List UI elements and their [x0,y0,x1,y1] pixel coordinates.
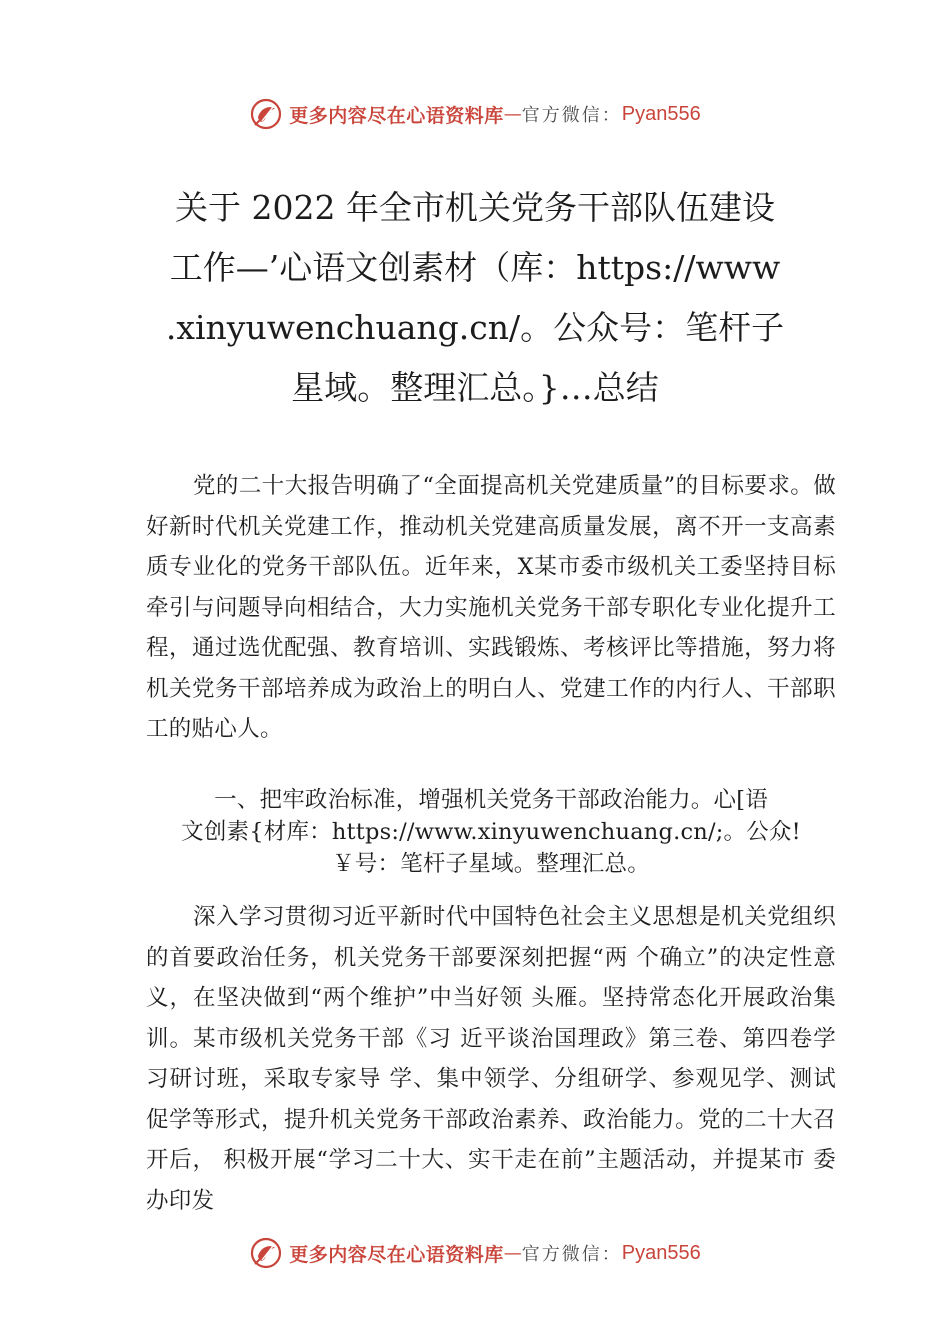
logo-icon [249,1236,283,1270]
wechat-label: 官方微信： [521,1244,622,1265]
wechat-label: 官方微信： [521,105,622,126]
brand-text: 更多内容尽在心语资料库 [289,1243,504,1266]
section-heading-1: 一、把牢政治标准，增强机关党务干部政治能力。心[语 文创素{材库：https://www.xinyuwenchuang.cn/;。公众! ￥号：笔杆子星域。整理汇总。 [181,787,801,877]
logo-icon [249,97,283,131]
footer-banner [0,1233,950,1273]
wechat-id: Pyan556 [621,102,701,125]
wechat-id: Pyan556 [621,1241,701,1264]
header-banner [0,94,950,134]
banner-separator: — [503,1242,522,1264]
brand-text: 更多内容尽在心语资料库 [289,104,504,127]
paragraph-section-1: 深入学习贯彻习近平新时代中国特色社会主义思想是机关党组织的首要政治任务，机关党务干部要深刻把握“两 个确立”的决定性意义，在坚决做到“两个维护”中当好领 头雁。坚持常态化开展政治集训。某市级机关党务干部《习 近平谈治国理政》第三卷、第四卷学习研讨班，采取专家导 学、集中领学、分组研学、参观见学、测试促学等形式，提升机关党务干部政治素养、政治能力。党的二十大召开后， 积极开展“学习二十大、实干走在前”主题活动，并提某市 委办印发 [146,904,836,1214]
paragraph-intro: 党的二十大报告明确了“全面提高机关党建质量”的目标要求。做好新时代机关党建工作，推动机关党建高质量发展，离不开一支高素质专业化的党务干部队伍。近年来，X某市委市级机关工委坚持目标牵引与问题导向相结合，大力实施机关党务干部专职化专业化提升工程，通过选优配强、教育培训、实践锻炼、考核评比等措施，努力将机关党务干部培养成为政治上的明白人、党建工作的内行人、干部职工的贴心人。 [146,473,836,742]
document-title: 关于 2022 年全市机关党务干部队伍建设 工作—’心语文创素材（库：https://www .xinyuwenchuang.cn/。公众号：笔杆子 星域。整理汇总。}…总结 [165,188,785,407]
banner-separator: — [503,103,522,125]
